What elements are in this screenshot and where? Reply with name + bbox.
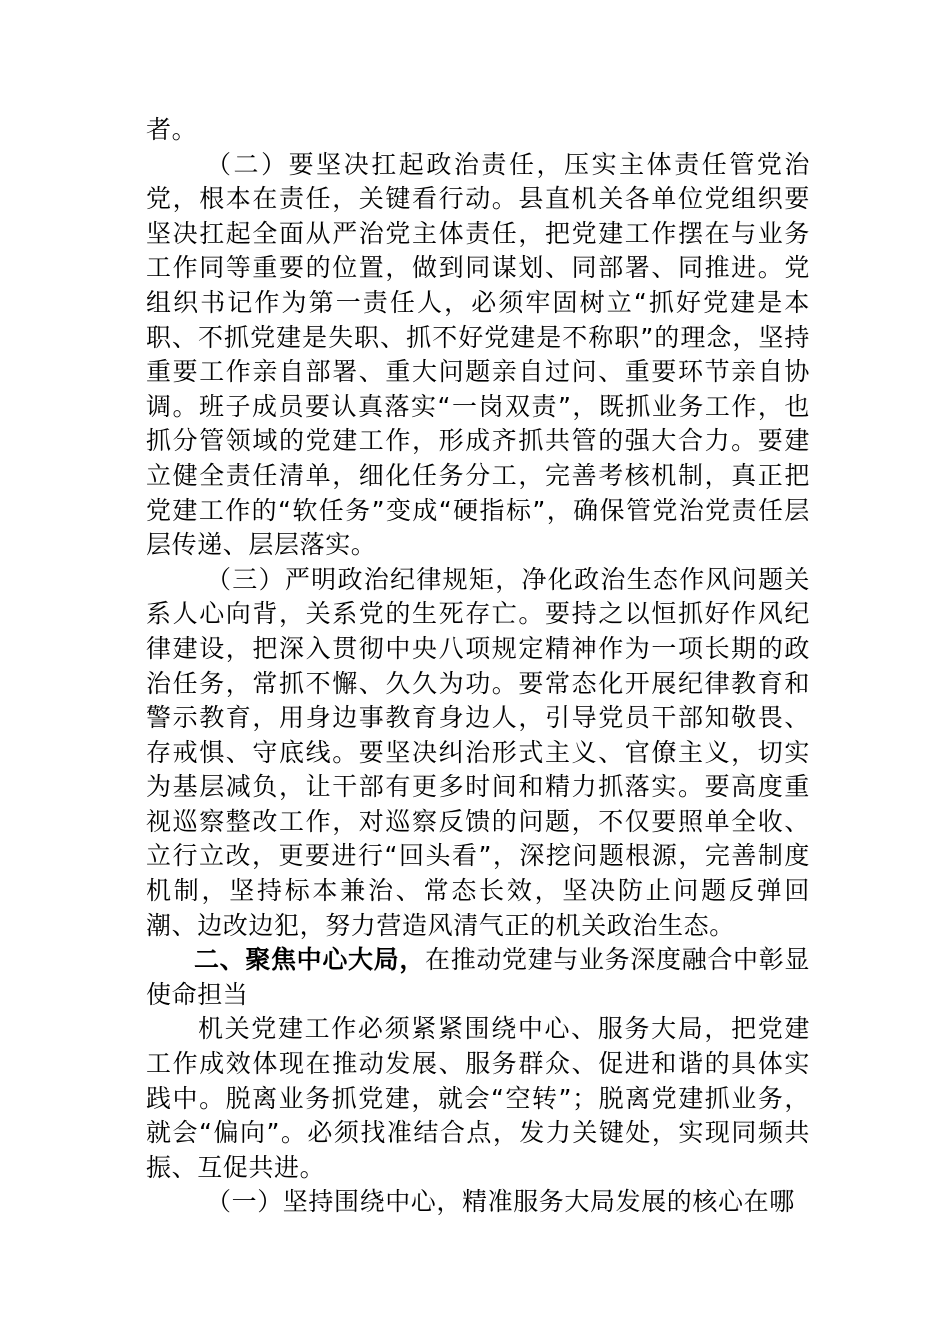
paragraph-party-building-intro: 机关党建工作必须紧紧围绕中心、服务大局，把党建工作成效体现在推动发展、服务群众、促进和谐的具体实践中。脱离业务抓党建，就会“空转”；脱离党建抓业务，就会“偏向”。必须找准结合点，发力关键处，实现同频共振、互促共进。 xyxy=(146,1014,810,1182)
paragraph-serve-center: （一）坚持围绕中心，精准服务大局发展的核心在哪 xyxy=(206,1187,795,1217)
paragraph-political-responsibility: （二）要坚决扛起政治责任，压实主体责任管党治党，根本在责任，关键看行动。县直机关各单位党组织要坚决扛起全面从严治党主体责任，把党建工作摆在与业务工作同等重要的位置，做到同谋划、同部署、同推进。党组织书记作为第一责任人，必须牢固树立“抓好党建是本职、不抓党建是失职、抓不好党建是不称职”的理念，坚持重要工作亲自部署、重大问题亲自过问、重要环节亲自协调。班子成员要认真落实“一岗双责”，既抓业务工作，也抓分管领域的党建工作，形成齐抓共管的强大合力。要建立健全责任清单，细化任务分工，完善考核机制，真正把党建工作的“软任务”变成“硬指标”，确保管党治党责任层层传递、层层落实。 xyxy=(146,149,810,560)
paragraph-continuation: 者。 xyxy=(146,115,198,144)
paragraph-political-discipline: （三）严明政治纪律规矩，净化政治生态作风问题关系人心向背，关系党的生死存亡。要持之以恒抓好作风纪律建设，把深入贯彻中央八项规定精神作为一项长期的政治任务，常抓不懈、久久为功。要常态化开展纪律教育和警示教育，用身边事教育身边人，引导党员干部知敬畏、存戒惧、守底线。要坚决纠治形式主义、官僚主义，切实为基层减负，让干部有更多时间和精力抓落实。要高度重视巡察整改工作，对巡察反馈的问题，不仅要照单全收、立行立改，更要进行“回头看”，深挖问题根源，完善制度机制，坚持标本兼治、常态长效，坚决防止问题反弹回潮、边改边犯，努力营造风清气正的机关政治生态。 xyxy=(146,564,810,940)
section-heading-bold: 二、聚焦中心大局， xyxy=(194,945,426,975)
document-body xyxy=(146,113,810,1220)
section-heading xyxy=(146,943,810,1012)
section-heading-rest: 在推动党建与业务深度融合中彰显使命担当 xyxy=(146,945,810,1009)
